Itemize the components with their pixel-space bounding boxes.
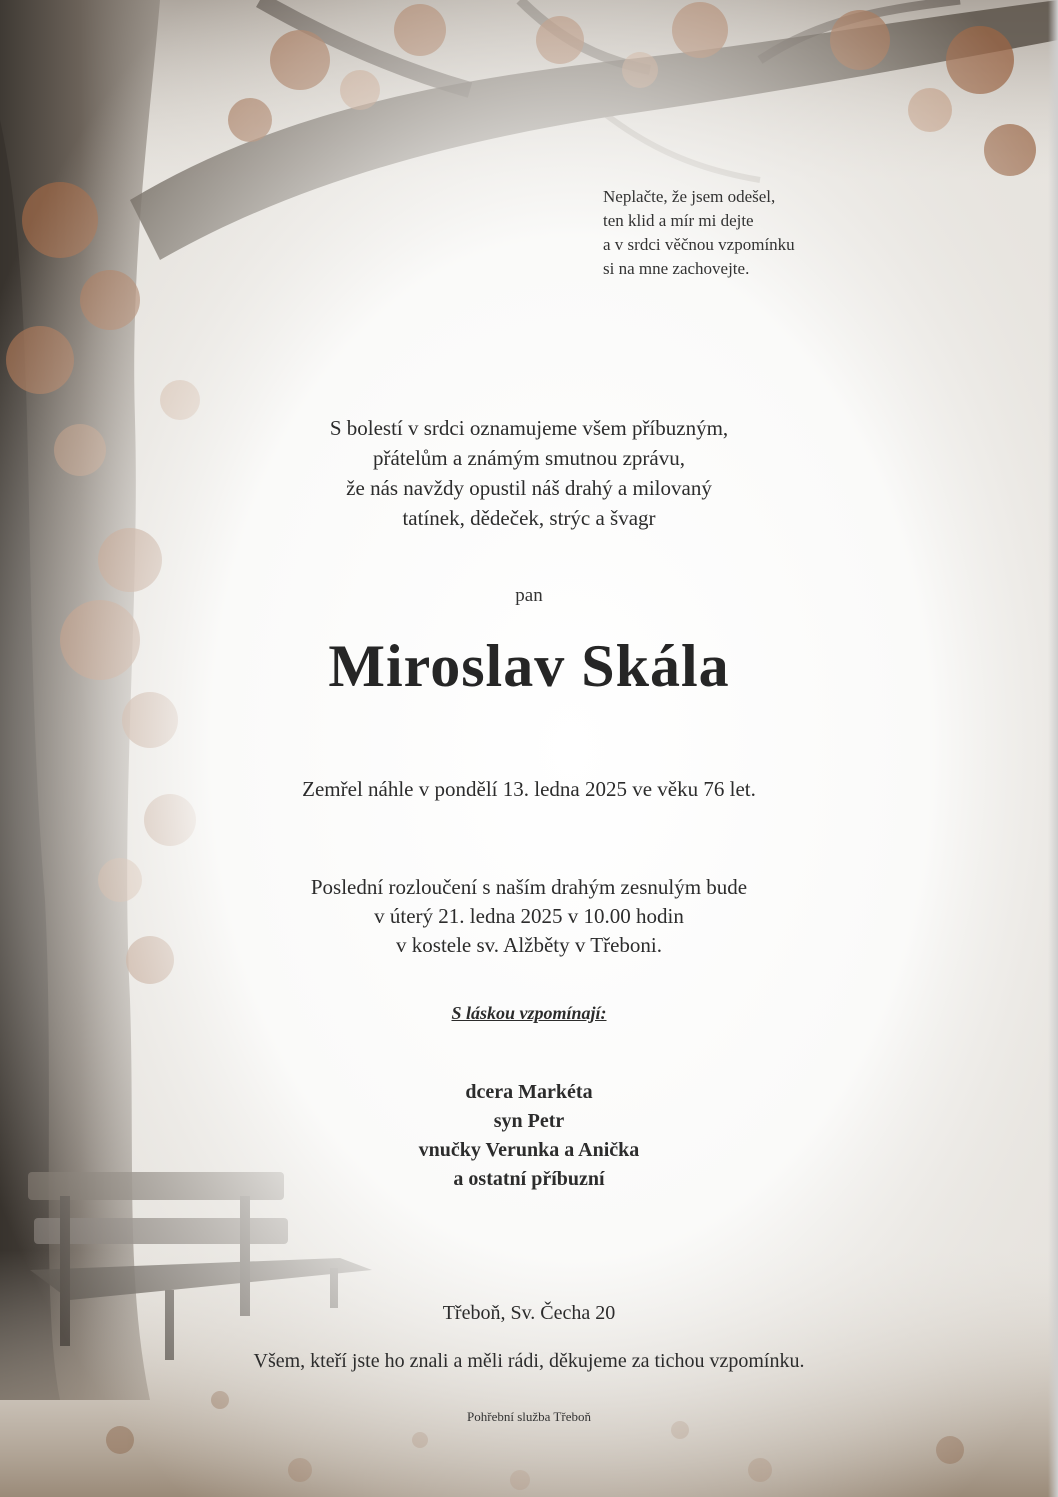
mourners-heading: S láskou vzpomínají:	[451, 1003, 607, 1023]
death-notice: Zemřel náhle v pondělí 13. ledna 2025 ve věku 76 let.	[302, 777, 756, 801]
poem-line: a v srdci věčnou vzpomínku	[603, 235, 795, 254]
mourners-list	[0, 1078, 1058, 1194]
mourner: syn Petr	[493, 1110, 565, 1132]
announcement-line: přátelům a známým smutnou zprávu,	[373, 446, 685, 470]
funeral-service-credit: Pohřební služba Třeboň	[467, 1409, 591, 1424]
farewell-line: v úterý 21. ledna 2025 v 10.00 hodin	[374, 904, 684, 928]
mourner: dcera Markéta	[465, 1081, 593, 1103]
farewell-line: v kostele sv. Alžběty v Třeboni.	[396, 933, 662, 957]
farewell-details	[0, 873, 1058, 960]
farewell-line: Poslední rozloučení s naším drahým zesnulým bude	[310, 875, 748, 899]
announcement	[0, 413, 1058, 533]
salutation: pan	[515, 585, 543, 606]
poem-line: ten klid a mír mi dejte	[603, 211, 754, 230]
mourner: vnučky Verunka a Anička	[418, 1139, 640, 1161]
deceased-name: Miroslav Skála	[328, 633, 730, 699]
poem-line: Neplačte, že jsem odešel,	[603, 187, 776, 206]
announcement-line: tatínek, dědeček, strýc a švagr	[402, 506, 656, 530]
announcement-line: S bolestí v srdci oznamujeme všem příbuzným,	[329, 416, 729, 440]
poem-line: si na mne zachovejte.	[603, 259, 750, 278]
mourner: a ostatní příbuzní	[453, 1168, 605, 1190]
poem	[603, 185, 903, 281]
announcement-line: že nás navždy opustil náš drahý a milovaný	[346, 476, 712, 500]
thanks-note: Všem, kteří jste ho znali a měli rádi, děkujeme za tichou vzpomínku.	[253, 1350, 805, 1372]
scan-edge-shadow	[1048, 0, 1058, 1497]
family-address: Třeboň, Sv. Čecha 20	[442, 1302, 616, 1324]
